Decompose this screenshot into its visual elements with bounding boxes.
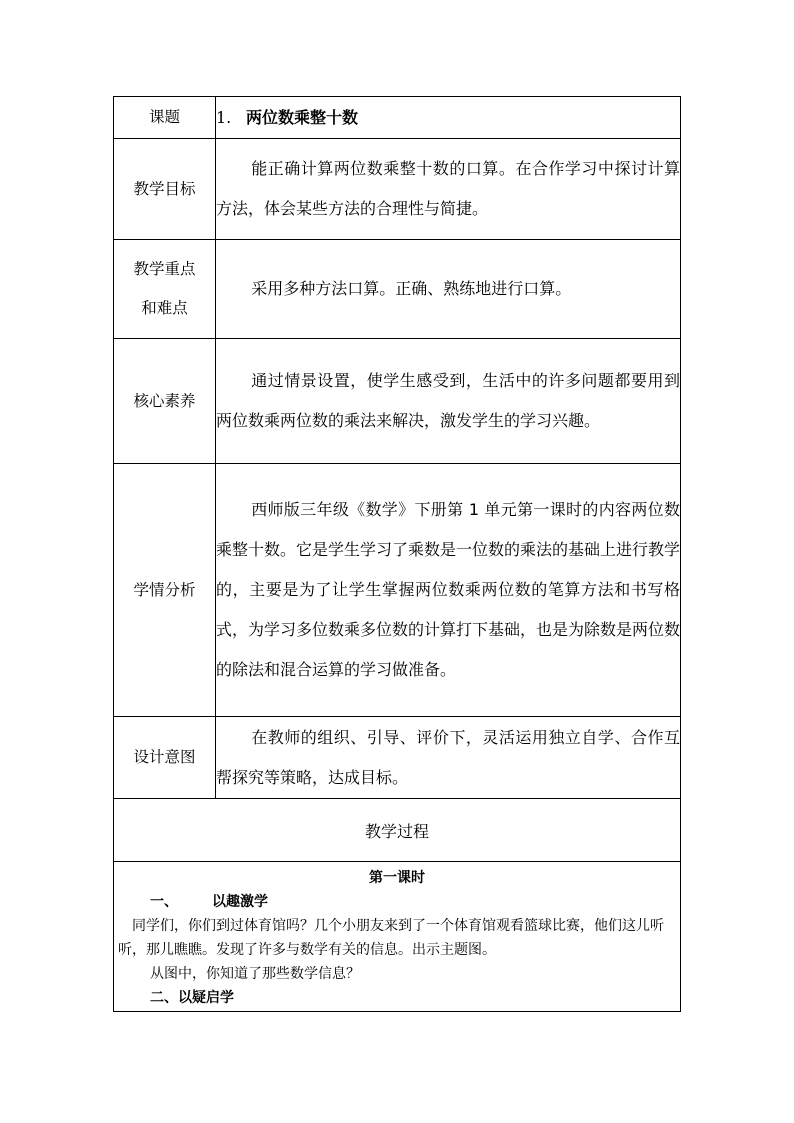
row-process-heading [114,799,681,862]
process-body [114,862,681,1012]
process-heading: 教学过程 [114,799,681,862]
row-core-literacy [114,339,681,464]
key-points-label [114,240,216,339]
section-2-heading: 二、以疑启学 [150,990,234,1006]
section-1-number: 一、 [150,894,178,910]
core-literacy-label: 核心素养 [114,339,216,464]
lesson-title-text: 两位数乘整十数 [246,107,359,127]
objectives-text: 能正确计算两位数乘整十数的口算。在合作学习中探讨计算方法，体会某些方法的合理性与简捷。 [216,159,680,218]
core-literacy-text: 通过情景设置，使学生感受到，生活中的许多问题都要用到两位数乘两位数的乘法来解决，激发学生的学习兴趣。 [216,371,680,430]
design-intent-cell [216,717,681,799]
process-paragraph-1: 同学们，你们到过体育馆吗？几个小朋友来到了一个体育馆观看篮球比赛，他们这儿听听，那儿瞧瞧。发现了许多与数学有关的信息。出示主题图。 [118,918,664,958]
key-points-label-line1: 教学重点 [133,260,196,278]
objectives-label: 教学目标 [114,139,216,240]
row-key-points [114,240,681,339]
lesson-number: 1. [216,107,232,127]
key-points-label-line2: 和难点 [141,299,188,317]
design-intent-label: 设计意图 [114,717,216,799]
row-process-body [114,862,681,1012]
lesson-plan-table [113,96,681,1012]
topic-label: 课题 [114,97,216,139]
row-objectives [114,139,681,240]
process-subheading: 第一课时 [369,870,425,886]
learning-analysis-label: 学情分析 [114,464,216,717]
section-1-heading [114,890,680,914]
row-topic [114,97,681,139]
row-design-intent [114,717,681,799]
process-paragraph-2: 从图中，你知道了那些数学信息？ [150,966,360,982]
design-intent-text: 在教师的组织、引导、评价下，灵活运用独立自学、合作互帮探究等策略，达成目标。 [216,727,680,787]
lesson-title [216,97,681,139]
key-points-cell [216,240,681,339]
learning-analysis-text: 西师版三年级《数学》下册第 1 单元第一课时的内容两位数乘整十数。它是学生学习了乘数是一位数的乘法的基础上进行教学的，主要是为了让学生掌握两位数乘两位数的笔算方法和书写格式，为学习多位数乘多位数的计算打下基础，也是为除数是两位数的除法和混合运算的学习做准备。 [216,500,681,679]
row-learning-analysis [114,464,681,717]
section-1-title: 以趣激学 [212,894,268,910]
key-points-text: 采用多种方法口算。正确、熟练地进行口算。 [251,279,572,298]
core-literacy-cell [216,339,681,464]
learning-analysis-cell [216,464,681,717]
objectives-cell [216,139,681,240]
